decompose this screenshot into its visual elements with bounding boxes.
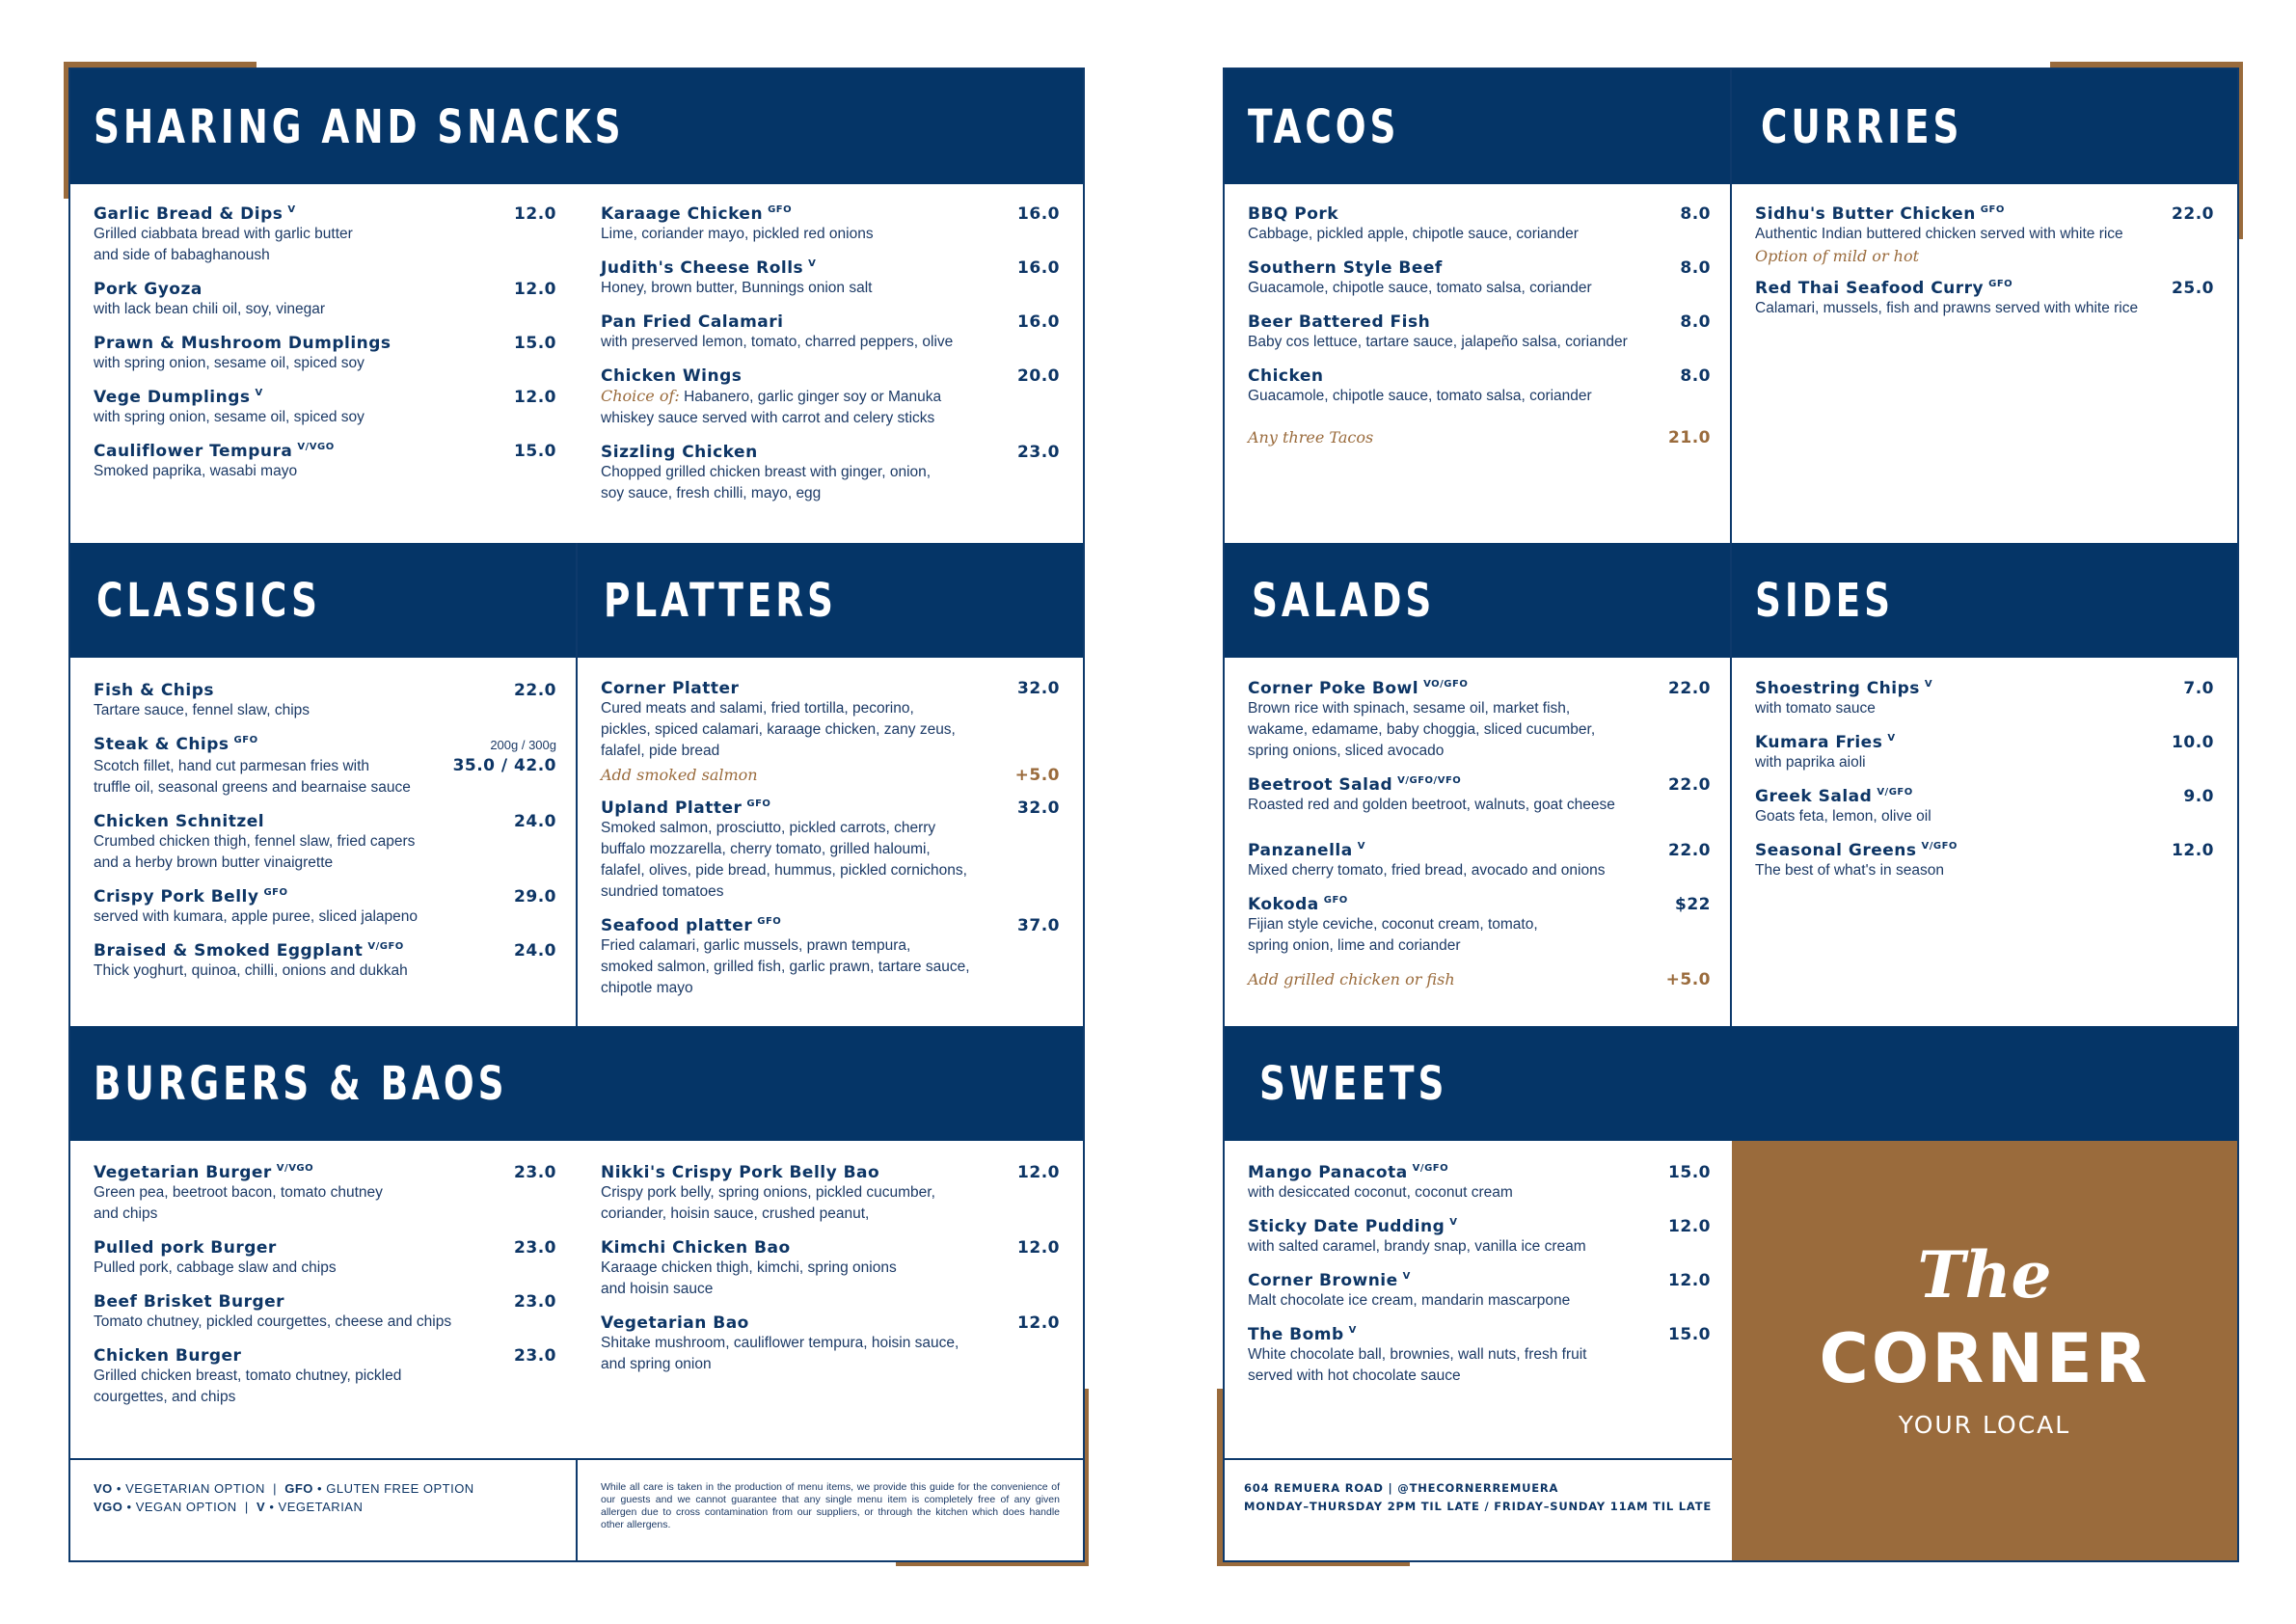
item-name: The Bomb $^V$ [1248,1325,1357,1344]
item-desc: Chopped grilled chicken breast with ginger, onion, [601,464,932,480]
contact-info [1244,1479,1726,1516]
item-desc: Mixed cherry tomato, fried bread, avocado and onions [1248,862,1606,879]
item-name: Sizzling Chicken [601,443,758,462]
addon-label: Add smoked salmon [601,766,758,784]
divider [576,543,578,1093]
option-note: Option of mild or hot [1755,247,1920,265]
item-price: 22.0 [2172,204,2214,224]
item-price: 12.0 [1668,1271,1711,1290]
menu-page-left [68,68,1085,1562]
item-name: Cauliflower Tempura $^{V/VGO}$ [94,442,335,461]
item-desc: The best of what's in season [1755,862,1944,879]
deal-label: Any three Tacos [1248,428,1374,447]
item-price: 23.0 [514,1292,556,1312]
item-name: Beer Battered Fish [1248,312,1431,332]
item-desc: Crispy pork belly, spring onions, pickled cucumber, [601,1184,935,1201]
item-price: 23.0 [514,1163,556,1182]
item-price: $22 [1675,895,1711,914]
item-name: Braised & Smoked Eggplant $^{V/GFO}$ [94,941,404,961]
item-price: 8.0 [1680,312,1711,332]
item-desc: Authentic Indian buttered chicken served with white rice [1755,226,2123,242]
item-desc: falafel, olives, pide bread, hummus, pickled cornichons, [601,862,967,879]
dietary-legend: VO • VEGETARIAN OPTION | GFO • GLUTEN FREE OPTION VGO • VEGAN OPTION | V • VEGETARIAN [94,1481,474,1514]
salads-addon [1248,970,1711,989]
item-name: Chicken Wings [601,366,743,386]
item-price: 22.0 [1668,841,1711,860]
menu-item [601,798,1060,903]
item-desc: with salted caramel, brandy snap, vanilla ice cream [1248,1238,1586,1255]
item-price: 12.0 [2172,841,2214,860]
item-price: 22.0 [1668,679,1711,698]
logo-tagline: YOUR LOCAL [1898,1411,2071,1439]
item-desc: Smoked salmon, prosciutto, pickled carrots, cherry [601,820,936,836]
addon-price: +5.0 [1665,970,1711,989]
item-price: 12.0 [514,280,556,299]
item-desc: with spring onion, sesame oil, spiced soy [94,355,365,371]
item-name: Mango Panacota $^{V/GFO}$ [1248,1163,1449,1182]
item-name: Beetroot Salad $^{V/GFO/VFO}$ [1248,775,1462,795]
menu-item [1248,679,1711,762]
section-header-sweets [1225,1026,2237,1141]
item-desc: served with kumara, apple puree, sliced jalapeno [94,908,419,925]
item-desc: coriander, hoisin sauce, crushed peanut, [601,1205,870,1222]
item-name: Greek Salad $^{V/GFO}$ [1755,787,1913,806]
section-header-curries [1732,69,2237,184]
section-header-salads [1225,543,1730,658]
item-desc: Cabbage, pickled apple, chipotle sauce, coriander [1248,226,1579,242]
item-name: Prawn & Mushroom Dumplings [94,334,392,353]
logo-the: The [1917,1237,2052,1313]
tacos-deal [1248,428,1711,447]
item-name: Vege Dumplings $^V$ [94,388,263,407]
item-name: Beef Brisket Burger [94,1292,285,1312]
menu-item [1248,366,1711,407]
item-name: Karaage Chicken $^{GFO}$ [601,204,793,224]
sharing-right-column [601,204,1060,518]
item-price: 12.0 [1017,1163,1060,1182]
menu-item [601,679,1060,785]
item-desc: Crumbed chicken thigh, fennel slaw, fried capers [94,833,416,850]
size-labels: 200g / 300g [490,738,556,752]
item-name: Seafood platter $^{GFO}$ [601,916,782,935]
item-desc: Choice of: Habanero, garlic ginger soy or Manuka [601,387,942,405]
item-name: Red Thai Seafood Curry $^{GFO}$ [1755,279,2013,298]
sharing-left-column [94,204,556,496]
item-price: 22.0 [1668,775,1711,795]
item-desc: White chocolate ball, brownies, wall nuts, fresh fruit [1248,1346,1587,1363]
menu-item [94,1163,556,1225]
menu-item [1248,775,1711,816]
menu-item [94,1346,556,1408]
menu-item [94,334,556,374]
item-name: Fish & Chips [94,681,215,700]
item-price: 16.0 [1017,312,1060,332]
section-title: TACOS [1248,99,1400,154]
item-name: Nikki's Crispy Pork Belly Bao [601,1163,880,1182]
section-title: BURGERS & BAOS [94,1056,508,1111]
menu-item [601,1163,1060,1225]
menu-item [601,366,1060,429]
item-desc: falafel, pide bread [601,743,720,759]
item-name: BBQ Pork [1248,204,1339,224]
menu-item [94,812,556,874]
menu-item [94,204,556,266]
menu-item [1248,1217,1711,1258]
item-price: 22.0 [514,681,556,700]
menu-item [94,442,556,482]
section-header-tacos [1225,69,1730,184]
menu-item [1755,841,2214,881]
menu-item [1248,1271,1711,1312]
item-desc: courgettes, and chips [94,1389,236,1405]
item-desc: Karaage chicken thigh, kimchi, spring onions [601,1259,897,1276]
curries-column [1755,204,2214,333]
item-price: 29.0 [514,887,556,907]
item-desc: wakame, edamame, baby choggia, sliced cucumber, [1248,721,1596,738]
item-name: Corner Poke Bowl $^{VO/GFO}$ [1248,679,1469,698]
item-name: Pulled pork Burger [94,1238,277,1258]
menu-item [1248,895,1711,957]
item-name: Southern Style Beef [1248,258,1443,278]
section-title: SIDES [1755,573,1895,628]
addon-label: Add grilled chicken or fish [1248,970,1455,988]
section-title: CLASSICS [96,573,321,628]
section-title: CURRIES [1761,99,1963,154]
item-price: 15.0 [514,334,556,353]
section-header-platters [578,543,1083,658]
item-desc: spring onions, sliced avocado [1248,743,1445,759]
item-name: Shoestring Chips $^V$ [1755,679,1933,698]
divider [1225,1458,1732,1460]
item-price: 23.0 [514,1238,556,1258]
item-desc: Guacamole, chipotle sauce, tomato salsa, coriander [1248,388,1592,404]
item-desc: pickles, spiced calamari, karaage chicken, zany zeus, [601,721,956,738]
item-desc: Grilled ciabbata bread with garlic butter [94,226,353,242]
item-desc: Shitake mushroom, cauliflower tempura, hoisin sauce, [601,1335,959,1351]
item-desc: spring onion, lime and coriander [1248,937,1461,954]
item-name: Kumara Fries $^V$ [1755,733,1896,752]
item-desc: served with hot chocolate sauce [1248,1367,1461,1384]
item-desc: Green pea, beetroot bacon, tomato chutney [94,1184,383,1201]
menu-item [94,735,556,798]
menu-item [1755,787,2214,827]
item-desc: with spring onion, sesame oil, spiced soy [94,409,365,425]
item-desc: Fijian style ceviche, coconut cream, tomato, [1248,916,1538,933]
menu-item [1248,1325,1711,1387]
addon-price: +5.0 [1014,766,1060,785]
classics-column [94,681,556,995]
choice-label: Choice of: [601,387,680,405]
item-desc: Malt chocolate ice cream, mandarin mascarpone [1248,1292,1571,1309]
item-name: Pan Fried Calamari [601,312,784,332]
item-price: 7.0 [2183,679,2214,698]
item-price: 23.0 [1017,443,1060,462]
platters-column [601,679,1060,1013]
item-desc: Lime, coriander mayo, pickled red onions [601,226,874,242]
item-desc: Fried calamari, garlic mussels, prawn tempura, [601,937,911,954]
item-price: 8.0 [1680,204,1711,224]
address-line: 604 REMUERA ROAD | @THECORNERREMUERA [1244,1481,1559,1495]
menu-item [94,280,556,320]
menu-item [94,1238,556,1279]
menu-page-right [1223,68,2239,1562]
item-desc: and a herby brown butter vinaigrette [94,854,334,871]
sweets-column [1248,1163,1711,1400]
sides-column [1755,679,2214,895]
menu-item [94,388,556,428]
section-title: SWEETS [1259,1056,1448,1111]
salads-column [1248,679,1711,989]
divider [576,1458,578,1560]
menu-item [94,887,556,928]
section-header-burgers [70,1026,1083,1141]
menu-item [601,1238,1060,1300]
item-desc: Tartare sauce, fennel slaw, chips [94,702,311,718]
item-desc: truffle oil, seasonal greens and bearnaise sauce [94,779,411,796]
menu-item [1248,1163,1711,1204]
menu-item [1248,312,1711,353]
item-price: 8.0 [1680,258,1711,278]
item-desc: Thick yoghurt, quinoa, chilli, onions and dukkah [94,962,408,979]
item-price: 8.0 [1680,366,1711,386]
logo-corner: CORNER [1819,1319,2150,1398]
item-name: Garlic Bread & Dips $^V$ [94,204,296,224]
item-name: Crispy Pork Belly $^{GFO}$ [94,887,288,907]
item-desc: and chips [94,1205,158,1222]
burgers-left-column [94,1163,556,1421]
item-name: Corner Brownie $^V$ [1248,1271,1411,1290]
item-price: 20.0 [1017,366,1060,386]
menu-item [1755,679,2214,719]
item-name: Chicken Schnitzel [94,812,265,831]
menu-item [1755,733,2214,773]
menu-item [601,258,1060,299]
item-price: 16.0 [1017,258,1060,278]
item-name: Panzanella $^V$ [1248,841,1365,860]
item-name: Seasonal Greens $^{V/GFO}$ [1755,841,1958,860]
section-title: PLATTERS [604,573,837,628]
item-name: Chicken Burger [94,1346,242,1366]
burgers-right-column [601,1163,1060,1389]
item-price: 32.0 [1017,679,1060,698]
item-desc: Goats feta, lemon, olive oil [1755,808,1931,825]
item-price: 12.0 [1017,1238,1060,1258]
item-desc: and side of babaghanoush [94,247,270,263]
menu-item [601,443,1060,504]
item-name: Judith's Cheese Rolls $^V$ [601,258,817,278]
item-desc: Honey, brown butter, Bunnings onion salt [601,280,873,296]
item-name: Kokoda $^{GFO}$ [1248,895,1348,914]
item-price: 32.0 [1017,798,1060,818]
item-desc: chipotle mayo [601,980,693,996]
item-name: Vegetarian Bao [601,1313,749,1333]
menu-item [601,1313,1060,1375]
item-name: Sidhu's Butter Chicken $^{GFO}$ [1755,204,2005,224]
item-price: 25.0 [2172,279,2214,298]
item-desc: Roasted red and golden beetroot, walnuts, goat cheese [1248,797,1615,813]
item-price: 10.0 [2172,733,2214,752]
menu-item [1248,841,1711,881]
item-price: 37.0 [1017,916,1060,935]
item-desc: smoked salmon, grilled fish, garlic prawn, tartare sauce, [601,959,970,975]
item-price: 12.0 [514,388,556,407]
item-name: Upland Platter $^{GFO}$ [601,798,771,818]
item-price: 12.0 [1668,1217,1711,1236]
item-name: Chicken [1248,366,1324,386]
item-price: 35.0 / 42.0 [452,756,556,775]
menu-item [94,1292,556,1333]
item-desc: sundried tomatoes [601,883,724,900]
item-desc: Grilled chicken breast, tomato chutney, pickled [94,1367,402,1384]
allergen-disclaimer: While all care is taken in the production of menu items, we provide this guide for the convenience of our guests and we cannot guarantee that any single menu item is completely free of any given allergen due to cross contamination from our suppliers, or through the kitchen which does handle other allergens. [601,1481,1060,1530]
item-price: 16.0 [1017,204,1060,224]
item-desc: with tomato sauce [1755,700,1876,717]
item-desc: Guacamole, chipotle sauce, tomato salsa, coriander [1248,280,1592,296]
menu-item [1248,258,1711,299]
item-price: 15.0 [514,442,556,461]
item-desc: Scotch fillet, hand cut parmesan fries with [94,758,370,774]
menu-item [601,312,1060,353]
menu-item [94,941,556,982]
section-title: SALADS [1252,573,1436,628]
item-price: 15.0 [1668,1163,1711,1182]
item-name: Steak & Chips $^{GFO}$ [94,735,258,754]
hours-line: MONDAY–THURSDAY 2PM TIL LATE / FRIDAY–SUNDAY 11AM TIL LATE [1244,1500,1713,1513]
item-name: Pork Gyoza [94,280,203,299]
menu-item [601,916,1060,999]
item-desc: Pulled pork, cabbage slaw and chips [94,1259,337,1276]
item-desc: with lack bean chili oil, soy, vinegar [94,301,326,317]
item-desc: Smoked paprika, wasabi mayo [94,463,298,479]
item-name: Sticky Date Pudding $^V$ [1248,1217,1458,1236]
section-header-sides [1732,543,2237,658]
item-price: 12.0 [1017,1313,1060,1333]
menu-item [94,681,556,721]
item-price: 15.0 [1668,1325,1711,1344]
item-price: 23.0 [514,1346,556,1366]
item-desc: with preserved lemon, tomato, charred peppers, olive [601,334,954,350]
item-desc: soy sauce, fresh chilli, mayo, egg [601,485,822,501]
item-desc: and spring onion [601,1356,712,1372]
item-price: 12.0 [514,204,556,224]
section-header-sharing [70,69,1083,184]
menu-item [1755,279,2214,319]
menu-item [1248,204,1711,245]
item-desc: Tomato chutney, pickled courgettes, cheese and chips [94,1313,452,1330]
deal-price: 21.0 [1668,428,1711,447]
item-name: Vegetarian Burger $^{V/VGO}$ [94,1163,314,1182]
tacos-column [1248,204,1711,447]
item-desc: Calamari, mussels, fish and prawns served with white rice [1755,300,2139,316]
item-desc: with paprika aioli [1755,754,1866,771]
item-desc: buffalo mozzarella, cherry tomato, grilled haloumi, [601,841,931,857]
section-header-classics [70,543,576,658]
item-desc: whiskey sauce served with carrot and celery sticks [601,410,935,426]
item-desc: Baby cos lettuce, tartare sauce, jalapeño salsa, coriander [1248,334,1628,350]
item-desc: with desiccated coconut, coconut cream [1248,1184,1513,1201]
item-desc: Cured meats and salami, fried tortilla, pecorino, [601,700,914,717]
item-price: 24.0 [514,941,556,961]
item-name: Kimchi Chicken Bao [601,1238,791,1258]
item-price: 9.0 [2183,787,2214,806]
menu-item [601,204,1060,245]
menu-item [1755,204,2214,265]
item-desc: Brown rice with spinach, sesame oil, market fish, [1248,700,1571,717]
item-name: Corner Platter [601,679,740,698]
item-desc: and hoisin sauce [601,1281,714,1297]
section-title: SHARING AND SNACKS [94,99,625,154]
brand-logo-panel [1732,1141,2237,1560]
item-price: 24.0 [514,812,556,831]
